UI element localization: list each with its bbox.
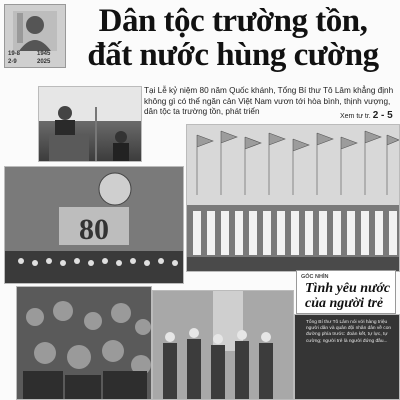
- logo-year-right-1: 1945: [37, 51, 51, 57]
- stage-emblem-photo: [4, 166, 184, 284]
- anniversary-logo: [4, 4, 66, 68]
- corner-body-text: Tổng Bí thư Tô Lâm nói với hàng triệu người dân và quân đội nhân dân về con đường phía trước: đoàn kết, tự lực, tự cường; người trẻ là người đứng đầu...: [306, 320, 392, 344]
- march-scene-icon: [153, 291, 294, 400]
- logo-year-right-2: 2025: [37, 59, 51, 65]
- podium-scene-icon: [39, 87, 142, 162]
- march-photo: [152, 290, 294, 400]
- parade-formation-photo: [186, 124, 400, 272]
- see-more-label: Xem tư tr.: [340, 113, 371, 120]
- headline-line-2: đất nước hùng cường: [87, 37, 379, 73]
- opinion-corner-box[interactable]: [296, 270, 396, 314]
- corner-tag: GÓC NHÌN: [301, 274, 329, 280]
- logo-year-left-1: 19-8: [8, 51, 21, 57]
- see-more-link[interactable]: [340, 110, 393, 121]
- stage-sign-number: 80: [79, 213, 109, 246]
- lead-paragraph: Tại Lễ kỷ niệm 80 năm Quốc khánh, Tổng Bí thư Tô Lâm khẳng định không gì có thể ngăn cản Việt Nam vươn tới hòa bình, thịnh vượng, dân tộc ta trường tồn, phát triển: [144, 86, 394, 116]
- portrait-silhouette-icon: [13, 11, 57, 51]
- corner-title: Tình yêu nước của người trẻ: [305, 281, 391, 311]
- crowd-photo: [16, 286, 152, 400]
- logo-year-left-2: 2-9: [8, 59, 17, 65]
- headline-line-1: Dân tộc trường tồn,: [98, 3, 368, 39]
- stage-scene-icon: [5, 167, 184, 284]
- parade-flags-icon: [187, 125, 400, 272]
- podium-speech-photo: [38, 86, 142, 162]
- crowd-scene-icon: [17, 287, 152, 400]
- see-more-pages: 2 - 5: [372, 110, 393, 121]
- main-headline: [70, 4, 396, 72]
